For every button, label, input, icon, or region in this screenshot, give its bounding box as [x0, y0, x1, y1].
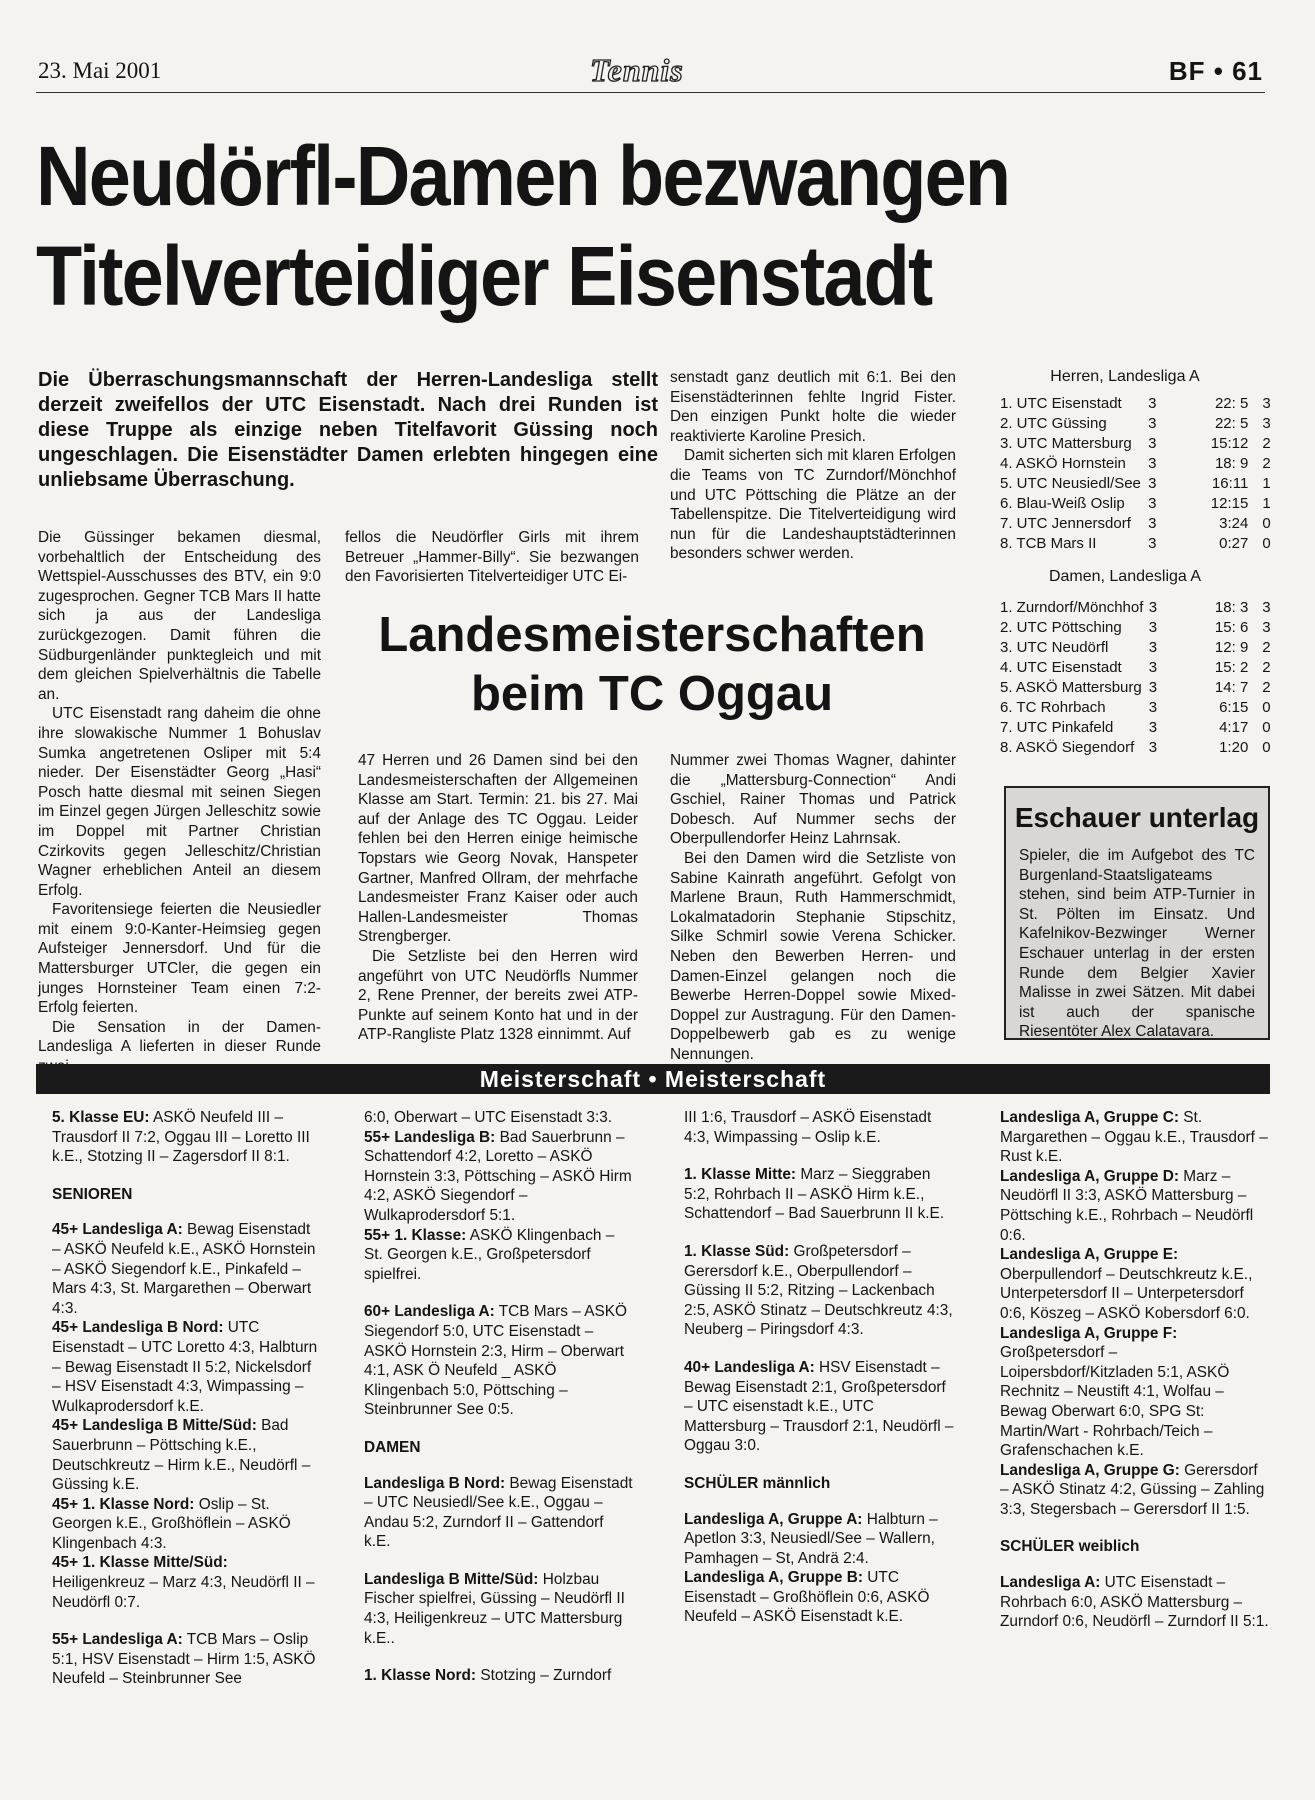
standings-row — [1000, 414, 1280, 434]
result-entry: 1. Klasse Mitte: Marz – Sieggraben 5:2, Rohrbach II – ASKÖ Hirm k.E., Schattendorf – Bad Sauerbrunn II k.E. — [684, 1166, 945, 1223]
points: 3 — [1262, 415, 1271, 432]
result-entry: Landesliga A, Gruppe G: Gerersdorf – ASKÖ Stinatz 4:2, Güssing – Zahling 3:3, Stegersbach – Gerersdorf II 1:5. — [1000, 1461, 1265, 1518]
team-name: 1. Zurndorf/Mönchhof — [1000, 599, 1144, 616]
result-entry: Landesliga A, Gruppe C: St. Margarethen – Oggau k.E., Trausdorf – Rust k.E. — [1000, 1109, 1268, 1166]
games-played: 3 — [1148, 619, 1158, 636]
team-name: 6. TC Rohrbach — [1000, 699, 1106, 716]
article1-paragraph: Die Güssinger bekamen diesmal, vorbehaltlich der Entscheidung des Wettspiel-Ausschusses des BTV, ein 9:0 zugesprochen. Gegner TCB Mars II hatte sich ja aus der Landesliga zurückgezogen. Damit führen die Südburgenländer punktegleich und mit dem gleichen Spielverhältnis die Tabelle an. — [38, 529, 321, 703]
meisterschaft-bar: Meisterschaft • Meisterschaft — [36, 1064, 1270, 1094]
result-entry: 45+ Landesliga B Nord: UTC Eisenstadt – UTC Loretto 4:3, Halbturn – Bewag Eisenstadt II 5:2, Nickelsdorf – HSV Eisenstadt 4:3, Wimpassing – Wulkaprodersdorf k.E. — [52, 1319, 318, 1415]
standings-row — [1000, 678, 1280, 698]
page-number: BF • 61 — [1168, 56, 1263, 86]
points: 3 — [1262, 619, 1271, 636]
article2-paragraph: 47 Herren und 26 Damen sind bei den Landesmeisterschaften der Allgemeinen Klasse am Start. Termin: 21. bis 27. Mai auf der Anlage des TC Oggau. Leider fehlen bei den Herren einige heimische Topstars wie Georg Novak, Hanspeter Gartner, Manfred Ollram, der mehrfache Landesmeister Franz Kaiser oder auch Hallen-Landesmeister Thomas Strengberger. — [358, 752, 638, 946]
match-score: 6:15 — [1219, 699, 1249, 716]
games-played: 3 — [1148, 679, 1158, 696]
standings-row — [1000, 738, 1280, 758]
games-played: 3 — [1148, 435, 1157, 452]
games-played: 3 — [1148, 475, 1157, 492]
games-played: 3 — [1148, 395, 1157, 412]
eschauer-box — [1004, 786, 1270, 1040]
result-entry: 1. Klasse Nord: Stotzing – Zurndorf — [364, 1667, 612, 1685]
result-entry: 55+ Landesliga B: Bad Sauerbrunn – Schattendorf 4:2, Loretto – ASKÖ Hornstein 3:3, Pöttsching – ASKÖ Hirm 4:2, ASKÖ Siegendorf – Wulkaprodersdorf 5:1. — [364, 1128, 632, 1224]
standings-row — [1000, 454, 1280, 474]
section-title: Tennis — [590, 52, 684, 88]
points: 0 — [1262, 739, 1271, 756]
standings-row — [1000, 598, 1280, 618]
points: 0 — [1262, 699, 1271, 716]
points: 2 — [1262, 639, 1271, 656]
points: 2 — [1262, 435, 1271, 452]
match-score: 22: 5 — [1214, 415, 1249, 432]
match-score: 15:12 — [1210, 435, 1249, 452]
lead-paragraph: Die Überraschungsmannschaft der Herren-Landesliga stellt derzeit zweifellos der UTC Eisenstadt. Nach drei Runden ist diese Truppe als einzige neben Titelfavorit Güssing noch ungeschlagen. Die Eisenstädter Damen erlebten hingegen eine unliebsame Überraschung. — [38, 369, 658, 491]
standings-row — [1000, 394, 1280, 414]
match-score: 18: 3 — [1214, 599, 1249, 616]
standings-row — [1000, 474, 1280, 494]
result-entry: Landesliga A, Gruppe F: Großpetersdorf – Loipersbdorf/Kitzladen 5:1, ASKÖ Rechnitz – Neustift 4:1, Wolfau – Bewag Oberwart 6:0, SPG St: Martin/Wart - Rohrbach/Teich – Grafenschachen k.E. — [1000, 1324, 1230, 1460]
article2-headline-line-2: beim TC Oggau — [470, 667, 834, 721]
match-score: 12: 9 — [1214, 639, 1249, 656]
team-name: 3. UTC Mattersburg — [1000, 435, 1132, 452]
results-heading: SCHÜLER männlich — [684, 1474, 831, 1492]
match-score: 16:11 — [1211, 475, 1249, 492]
article2-column-2 — [670, 751, 956, 1065]
result-entry: 45+ 1. Klasse Mitte/Süd: Heiligenkreuz – Marz 4:3, Neudörfl II – Neudörfl 0:7. — [52, 1554, 315, 1611]
games-played: 3 — [1148, 739, 1158, 756]
games-played: 3 — [1148, 599, 1158, 616]
match-score: 15: 6 — [1214, 619, 1249, 636]
issue-date: 23. Mai 2001 — [38, 58, 162, 83]
results-column-4 — [1000, 1108, 1270, 1632]
results-heading: SCHÜLER weiblich — [1000, 1538, 1140, 1556]
article2-headline — [352, 606, 952, 724]
article1-column-3 — [670, 368, 956, 564]
match-score: 12:15 — [1210, 495, 1249, 512]
result-entry: Landesliga A, Gruppe D: Marz – Neudörfl II 3:3, ASKÖ Mattersburg – Pöttsching k.E., Rohrbach – Neudörfl 0:6. — [1000, 1167, 1254, 1244]
games-played: 3 — [1148, 415, 1157, 432]
article1-paragraph: UTC Eisenstadt rang daheim die ohne ihre slowakische Nummer 1 Bohuslav Sumka angetretenen Osliper mit 5:4 nieder. Der Eisenstädter Georg „Hasi“ Posch hatte diesmal mit seinen Siegen im Einzel gegen Jürgen Jelleschitz sowie im Doppel mit Partner Christian Czirkovits gegen Jelleschitz/Christian Wagner erheblichen Anteil an diesem Erfolg. — [38, 705, 321, 899]
box-title: Eschauer unterlag — [1014, 802, 1260, 833]
results-column-1 — [52, 1108, 322, 1689]
box-text: Spieler, die im Aufgebot des TC Burgenland-Staatsligateams stehen, sind beim ATP-Turnier in St. Pölten im Einsatz. Und Kafelnikov-Bezwinger Werner Eschauer unterlag in der ersten Runde dem Belgier Xavier Malisse in zwei Sätzen. Mit dabei ist auch der spanische Riesentöter Alex Calatavara. — [1019, 847, 1255, 1041]
article2-column-1 — [358, 751, 638, 1045]
results-column-3 — [684, 1108, 954, 1627]
article2-headline-line-1: Landesmeisterschaften — [378, 608, 926, 662]
games-played: 3 — [1148, 455, 1157, 472]
match-score: 18: 9 — [1214, 455, 1249, 472]
points: 1 — [1262, 475, 1271, 492]
article1-paragraph: Die Sensation in der Damen-Landesliga A lieferten in dieser Runde — [38, 1018, 321, 1056]
standings-herren-table — [1000, 394, 1280, 554]
match-score: 0:27 — [1219, 535, 1249, 552]
points: 3 — [1262, 599, 1271, 616]
games-played: 3 — [1148, 535, 1157, 552]
result-entry: 45+ 1. Klasse Nord: Oslip – St. Georgen k.E., Großhöflein – ASKÖ Klingenbach 4:3. — [52, 1495, 291, 1552]
result-entry: 55+ 1. Klasse: ASKÖ Klingenbach – St. Georgen k.E., Großpetersdorf spielfrei. — [364, 1226, 615, 1283]
games-played: 3 — [1148, 719, 1158, 736]
points: 0 — [1262, 515, 1271, 532]
team-name: 8. TCB Mars II — [1000, 535, 1097, 552]
match-score: 1:20 — [1219, 739, 1249, 756]
main-headline — [36, 126, 1152, 326]
result-entry: 45+ Landesliga A: Bewag Eisenstadt – ASKÖ Neufeld k.E., ASKÖ Hornstein – ASKÖ Siegendorf k.E., Pinkafeld – Mars 4:3, St. Margarethen – Oberwart 4:3. — [52, 1221, 316, 1317]
standings-damen — [1000, 568, 1280, 758]
standings-damen-table — [1000, 598, 1280, 758]
result-entry: 60+ Landesliga A: TCB Mars – ASKÖ Siegendorf 5:0, UTC Eisenstadt – ASKÖ Hornstein 2:3, Hirm – Oberwart 4:1, ASK Ö Neufeld _ ASKÖ Klingenbach 5:0, Pöttsching – Steinbrunner See 0:5. — [364, 1303, 628, 1419]
points: 0 — [1262, 535, 1271, 552]
games-played: 3 — [1148, 515, 1157, 532]
games-played: 3 — [1148, 659, 1158, 676]
team-name: 3. UTC Neudörfl — [1000, 639, 1109, 656]
standings-row — [1000, 514, 1280, 534]
standings-row — [1000, 658, 1280, 678]
results-heading: SENIOREN — [52, 1185, 133, 1203]
result-entry: Landesliga A, Gruppe A: Halbturn – Apetlon 3:3, Neusiedl/See – Wallern, Pamhagen – St, Andrä 2:4. — [684, 1510, 938, 1567]
standings-row — [1000, 698, 1280, 718]
match-score: 3:24 — [1219, 515, 1249, 532]
standings-row — [1000, 638, 1280, 658]
result-entry: Landesliga B Nord: Bewag Eisenstadt – UTC Neusiedl/See k.E., Oggau – Andau 5:2, Zurndorf II – Gattendorf k.E. — [364, 1474, 633, 1551]
result-entry: III 1:6, Trausdorf – ASKÖ Eisenstadt 4:3, Wimpassing – Oslip k.E. — [684, 1109, 932, 1146]
games-played: 3 — [1148, 495, 1157, 512]
team-name: 5. UTC Neusiedl/See — [1000, 475, 1141, 492]
article1-paragraph: Damit sicherten sich mit klaren Erfolgen die Teams von TC Zurndorf/Mönchhof und UTC Pöttsching die Plätze an der Tabellenspitze. Die Titelverteidigung wird nun für die Landeshauptstädterinnen besonders schwer werden. — [670, 447, 956, 563]
standings-herren-title: Herren, Landesliga A — [1050, 368, 1200, 385]
results-heading: DAMEN — [364, 1438, 421, 1456]
header-rule — [36, 92, 1265, 93]
article2-paragraph: Nummer zwei Thomas Wagner, dahinter die „Mattersburg-Connection“ Andi Gschiel, Rainer Thomas und Patrick Dobesch. Auf Nummer sechs der Oberpullendorfer Heinz Lahrnsak. — [670, 752, 956, 848]
team-name: 2. UTC Güssing — [1000, 415, 1107, 432]
team-name: 5. ASKÖ Mattersburg — [1000, 679, 1142, 696]
team-name: 2. UTC Pöttsching — [1000, 619, 1122, 636]
result-entry: 55+ Landesliga A: TCB Mars – Oslip 5:1, HSV Eisenstadt – Hirm 1:5, ASKÖ Neufeld – Steinbrunner See — [52, 1631, 316, 1688]
team-name: 4. UTC Eisenstadt — [1000, 659, 1122, 676]
team-name: 8. ASKÖ Siegendorf — [1000, 739, 1135, 756]
result-entry: Landesliga A, Gruppe E: Oberpullendorf – Deutschkreutz k.E., Unterpetersdorf II – Unterpetersdorf 0:6, Köszeg – ASKÖ Kobersdorf 6:0. — [1000, 1246, 1253, 1322]
standings-row — [1000, 534, 1280, 554]
points: 2 — [1262, 659, 1271, 676]
team-name: 6. Blau-Weiß Oslip — [1000, 495, 1125, 512]
result-entry: 5. Klasse EU: ASKÖ Neufeld III – Trausdorf II 7:2, Oggau III – Loretto III k.E., Stotzing II – Zagersdorf II 8:1. — [52, 1109, 310, 1166]
standings-row — [1000, 618, 1280, 638]
standings-row — [1000, 494, 1280, 514]
points: 0 — [1262, 719, 1271, 736]
team-name: 7. UTC Jennersdorf — [1000, 515, 1131, 532]
standings-row — [1000, 434, 1280, 454]
team-name: 4. ASKÖ Hornstein — [1000, 455, 1126, 472]
team-name: 7. UTC Pinkafeld — [1000, 719, 1114, 736]
result-entry: Landesliga B Mitte/Süd: Holzbau Fischer spielfrei, Güssing – Neudörfl II 4:3, Heiligenkreuz – UTC Mattersburg k.E.. — [364, 1570, 625, 1647]
article1-paragraph: Favoritensiege feierten die Neusiedler mit einem 9:0-Kanter-Heimsieg gegen Aufsteiger Jennersdorf. Und für die Mattersburger UTCler, die gegen ein junges Hornsteiner Team einen 7:2-Erfolg feierten. — [38, 901, 321, 1017]
standings-herren — [1000, 368, 1280, 554]
result-entry: 1. Klasse Süd: Großpetersdorf – Gerersdorf k.E., Oberpullendorf – Güssing II 5:2, Ritzing – Lackenbach 2:5, ASKÖ Stinatz – Deutschkreutz 4:3, Neuberg – Piringsdorf 4:3. — [684, 1242, 953, 1339]
headline-line-1: Neudörfl-Damen bezwangen — [36, 129, 1010, 223]
result-entry: 40+ Landesliga A: HSV Eisenstadt – Bewag Eisenstadt 2:1, Großpetersdorf – UTC eisenstadt k.E., UTC Mattersburg – Trausdorf 2:1, Neudörfl – Oggau 3:0. — [684, 1358, 954, 1455]
match-score: 22: 5 — [1214, 395, 1249, 412]
match-score: 15: 2 — [1214, 659, 1249, 676]
result-entry: Landesliga A: UTC Eisenstadt – Rohrbach 6:0, ASKÖ Mattersburg – Zurndorf 0:6, Neudörfl – Zurndorf II 5:1. — [1000, 1574, 1269, 1631]
points: 3 — [1262, 395, 1271, 412]
games-played: 3 — [1148, 699, 1158, 716]
article1-column-2 — [345, 528, 639, 587]
result-entry: 6:0, Oberwart – UTC Eisenstadt 3:3. — [364, 1109, 613, 1126]
article2-paragraph: Die Setzliste bei den Herren wird angeführt von UTC Neudörfls Nummer 2, Rene Prenner, der bereits zwei ATP-Punkte auf seinem Konto hat und in der ATP-Rangliste Platz 1328 einnimmt. Auf — [358, 947, 638, 1044]
article1-paragraph: senstadt ganz deutlich mit 6:1. Bei den Eisenstädterinnen fehlte Ingrid Fister. Den einzigen Punkt holte die wieder reaktivierte Karoline Presich. — [670, 369, 956, 445]
result-entry: Landesliga A, Gruppe B: UTC Eisenstadt – Großhöflein 0:6, ASKÖ Neufeld – ASKÖ Eisenstadt k.E. — [684, 1569, 930, 1626]
standings-row — [1000, 718, 1280, 738]
article1-paragraph: fellos die Neudörfler Girls mit ihrem Betreuer „Hammer-Billy“. Sie bezwangen den Favorisierten Titelverteidiger UTC Ei- — [345, 529, 639, 586]
games-played: 3 — [1148, 639, 1158, 656]
points: 2 — [1262, 455, 1271, 472]
match-score: 4:17 — [1219, 719, 1249, 736]
results-column-2 — [364, 1108, 634, 1686]
standings-damen-title: Damen, Landesliga A — [1048, 568, 1202, 585]
points: 2 — [1262, 679, 1271, 696]
headline-line-2: Titelverteidiger Eisenstadt — [36, 229, 932, 323]
points: 1 — [1262, 495, 1271, 512]
article2-paragraph: Bei den Damen wird die Setzliste von Sabine Kainrath angeführt. Gefolgt von Marlene Braun, Ruth Hammerschmidt, Lokalmatadorin Stephanie Stipschitz, Silke Schmirl sowie Verena Schicker. Neben den Bewerben Herren- und Damen-Einzel gelangen noch die Bewerbe Herren-Doppel sowie Mixed-Doppel zur Austragung. Für den Damen-Doppelbewerb gab es zu wenige Nennungen. — [670, 849, 956, 1063]
result-entry: 45+ Landesliga B Mitte/Süd: Bad Sauerbrunn – Pöttsching k.E., Deutschkreutz – Hirm k.E., Neudörfl – Güssing k.E. — [52, 1417, 311, 1494]
team-name: 1. UTC Eisenstadt — [1000, 395, 1122, 412]
article1-column-1 — [38, 528, 321, 1077]
match-score: 14: 7 — [1214, 679, 1249, 696]
